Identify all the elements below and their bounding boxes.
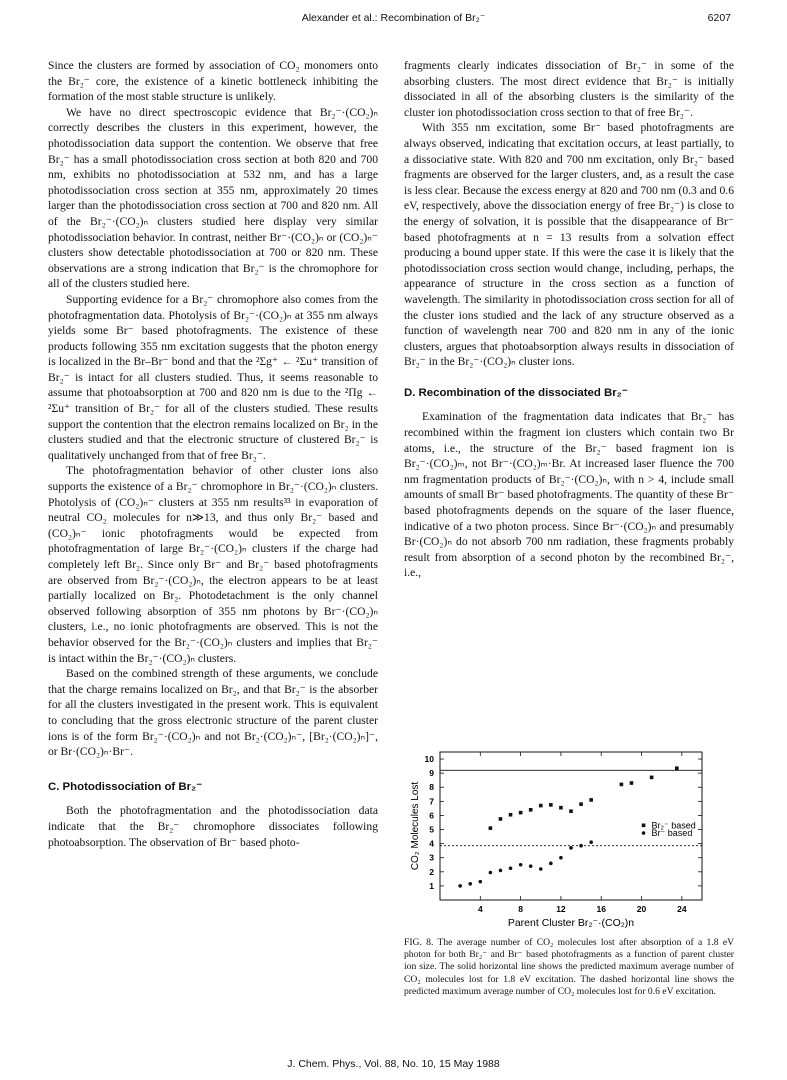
data-point-circle — [579, 844, 583, 848]
y-tick-label: 10 — [424, 754, 434, 765]
data-point-circle — [559, 856, 563, 860]
data-point-square — [529, 808, 533, 812]
paragraph: Since the clusters are formed by association of CO₂ monomers onto the Br₂⁻ core, the existence of a kinetic bottleneck inhibiting the formation of the most stable structure is unlikely. — [48, 59, 378, 104]
legend-marker-square — [642, 823, 646, 827]
data-point-circle — [519, 863, 523, 867]
y-tick-label: 7 — [429, 796, 434, 807]
data-point-circle — [458, 884, 462, 888]
data-point-square — [489, 826, 493, 830]
left-column — [48, 58, 378, 850]
data-point-circle — [468, 882, 472, 886]
data-point-square — [539, 804, 543, 808]
paragraph: We have no direct spectroscopic evidence that Br₂⁻·(CO₂)ₙ correctly describes the clusters in this experiment, however, the photodissociation data support the contention. We observe that free Br₂⁻ has a small photodissociation cross section at both 820 and 700 nm, exhibits no photodissociation at 532 nm, and has a large photodissociation cross section at 355 nm, approximately 20 times larger than the photodissociation cross section at 700 and 820 nm. All of the Br₂⁻·(CO₂)ₙ clusters studied here display very similar photodissociation behavior. In contrast, neither Br⁻·(CO₂)ₙ or (CO₂)ₙ⁻ clusters show detectable photodissociation at 700 or 820 nm. These observations are a strong indication that Br₂⁻ is the chromophore for all of the clusters studied here. — [48, 105, 378, 291]
paragraph: Both the photofragmentation and the photodissociation data indicate that the Br₂⁻ chromophore dissociates following photoabsorption. The observation of Br⁻ based photo- — [48, 804, 378, 849]
data-point-circle — [539, 867, 543, 871]
x-tick-label: 12 — [556, 904, 566, 914]
section-heading-c: C. Photodissociation of Br₂⁻ — [48, 780, 203, 793]
chart-axes — [410, 752, 702, 929]
x-tick-label: 20 — [636, 904, 647, 914]
running-header-title: Alexander et al.: Recombination of Br₂⁻ — [301, 12, 486, 24]
chart-legend — [642, 820, 696, 838]
data-point-square — [650, 776, 654, 780]
paragraph: fragments clearly indicates dissociation of Br₂⁻ in some of the absorbing clusters. The most direct evidence that Br₂⁻ is initially dissociated in all of the absorbing clusters is the similarity of the cluster ion photodissociation cross section to that of free Br₂⁻. — [404, 59, 734, 119]
data-point-square — [519, 811, 523, 815]
data-point-square — [620, 783, 624, 787]
data-point-circle — [569, 846, 573, 850]
data-point-square — [579, 802, 583, 806]
paragraph: With 355 nm excitation, some Br⁻ based photofragments are always observed, indicating that excitation occurs, at least partially, to a dissociative state. With 820 and 700 nm excitation, only Br₂⁻ based fragments are observed for the larger clusters, and, as a result the case is less clear. Because the excess energy at 820 and 700 nm (0.3 and 0.6 eV, respectively, above the dissociation energy of free Br₂⁻) is close to the energy of solvation, it is possible that the disappearance of Br⁻ based photofragments at n = 13 results from a solvation effect producing a bound upper state. If this were the case it is likely that the photodissociation cross section would change, including, perhaps, the appearance of structure in the cross section as a function of wavelength. The similarity in photodissociation cross section for all of the cluster ions studied and the lack of any structure observed as a function of wavelength near 700 and 820 nm in any of the ionic clusters, argues that photoabsorption always results in dissociation of Br₂⁻ in the Br₂⁻·(CO₂)ₙ cluster ions. — [404, 121, 734, 369]
data-point-square — [589, 798, 593, 802]
paragraph: Based on the combined strength of these arguments, we conclude that the charge remains localized on Br₂, and that Br₂⁻ is the absorber for all the clusters investigated in the present work. This is equivalent to concluding that the gross electronic structure of the parent cluster ions is of the form Br₂⁻·(CO₂)ₙ and not Br₂·(CO₂)ₙ⁻, [Br₂·(CO₂)ₙ]⁻, or Br·(CO₂)ₙ·Br⁻. — [48, 667, 378, 759]
figure-caption: FIG. 8. The average number of CO₂ molecules lost after absorption of a 1.8 eV photon for both Br₂⁻ and Br⁻ based photofragments as a function of parent cluster ion size. The solid horizontal line shows the predicted maximum average number of CO₂ molecules lost for 1.8 eV excitation. The dashed horizontal line shows the predicted maximum average number of CO₂ molecules lost for 0.6 eV excitation. — [404, 937, 734, 997]
data-point-square — [630, 781, 634, 785]
data-point-square — [549, 803, 553, 807]
x-tick-label: 8 — [518, 904, 523, 914]
data-point-circle — [489, 871, 493, 875]
data-point-circle — [589, 840, 593, 844]
y-tick-label: 1 — [429, 880, 434, 891]
y-tick-label: 9 — [429, 768, 434, 779]
x-axis-label: Parent Cluster Br₂⁻·(CO₂)n — [507, 917, 635, 929]
y-tick-label: 6 — [429, 810, 434, 821]
paragraph: The photofragmentation behavior of other cluster ions also supports the existence of a Br₂⁻ chromophore in Br₂⁻·(CO₂)ₙ clusters. Photolysis of (CO₂)ₙ⁻ clusters at 355 nm results³³ in evaporation of neutral CO₂ molecules for n≫13, and thus only Br₂⁻ based and (CO₂)ₙ⁻ ionic photofragments would be expected from photofragmentation of large Br₂⁻·(CO₂)ₙ clusters if the charge had completely left Br₂. Since only Br⁻ and Br₂⁻ based photofragments are observed from Br₂⁻·(CO₂)ₙ, the electron appears to be at least partially localized on Br₂. Photodetachment is the only channel observed following absorption of 355 nm photons by Br⁻·(CO₂)ₙ clusters, i.e., no ionic photofragments are observed. This is not the behavior observed for the Br₂⁻·(CO₂)ₙ clusters and implies that Br₂⁻ is intact within the Br₂⁻·(CO₂)ₙ clusters. — [48, 464, 378, 665]
data-point-circle — [549, 862, 553, 866]
figure-8-chart — [404, 744, 734, 929]
journal-footer: J. Chem. Phys., Vol. 88, No. 10, 15 May 1988 — [287, 1058, 500, 1070]
data-point-circle — [499, 869, 503, 873]
x-tick-label: 4 — [477, 904, 483, 914]
y-tick-label: 5 — [429, 824, 434, 835]
data-point-circle — [509, 866, 513, 870]
page-number: 6207 — [707, 12, 731, 24]
x-tick-label: 16 — [596, 904, 606, 914]
data-point-circle — [529, 864, 533, 868]
data-point-square — [509, 813, 513, 817]
data-point-square — [499, 817, 503, 821]
data-point-square — [569, 809, 573, 813]
chart-marks — [458, 766, 678, 887]
x-tick-label: 24 — [677, 904, 687, 914]
legend-label: Br⁻ based — [651, 828, 693, 839]
legend-marker-circle — [642, 831, 646, 835]
right-column — [404, 58, 734, 581]
y-tick-label: 2 — [429, 866, 434, 877]
y-axis-label: CO₂ Molecules Lost — [410, 781, 421, 871]
data-point-circle — [479, 880, 483, 884]
data-point-square — [559, 806, 563, 810]
y-tick-label: 4 — [429, 838, 434, 849]
legend-label: Br₂⁻ based — [651, 820, 696, 831]
paragraph: Examination of the fragmentation data indicates that Br₂⁻ has recombined within the fragment ion clusters which contain two Br atoms, i.e., the structure of the Br₂⁻ based fragment ion is Br₂⁻·(CO₂)ₘ, not Br⁻·(CO₂)ₘ·Br. At increased laser fluence the 700 nm fragmentation products of Br₂⁻·(CO₂)ₙ, with n > 4, include small amounts of small Br⁻ based photofragments. The quantity of these Br⁻ based photofragments depends on the square of the laser fluence, indicative of a two photon process. Since Br⁻·(CO₂)ₙ and presumably Br·(CO₂)ₙ do not absorb 700 nm radiation, these fragments probably result from absorption of a second photon by the recombined Br₂⁻, i.e., — [404, 410, 734, 580]
section-heading-d: D. Recombination of the dissociated Br₂⁻ — [404, 386, 628, 399]
y-tick-label: 8 — [429, 782, 434, 793]
y-tick-label: 3 — [429, 852, 434, 863]
data-point-square — [675, 766, 679, 770]
paragraph: Supporting evidence for a Br₂⁻ chromophore also comes from the photofragmentation data. Photolysis of Br₂⁻·(CO₂)ₙ at 355 nm always yields some Br⁻ based photofragments. The existence of these products following 355 nm excitation suggests that the photon energy is localized in the Br–Br⁻ bond and that the ²Σg⁺ ← ²Σu⁺ transition of Br₂⁻ is intact for all clusters studied. Thus, it seems reasonable to assume that photoabsorption at 700 and 820 nm is due to the ²Πg ← ²Σu⁺ transition of Br₂⁻ for all of the clusters studied. These results support the contention that the electron remains localized on Br₂ in the clusters studied and that the electronic structure of clustered Br₂⁻ is qualitatively unchanged from that of free Br₂⁻. — [48, 292, 378, 462]
